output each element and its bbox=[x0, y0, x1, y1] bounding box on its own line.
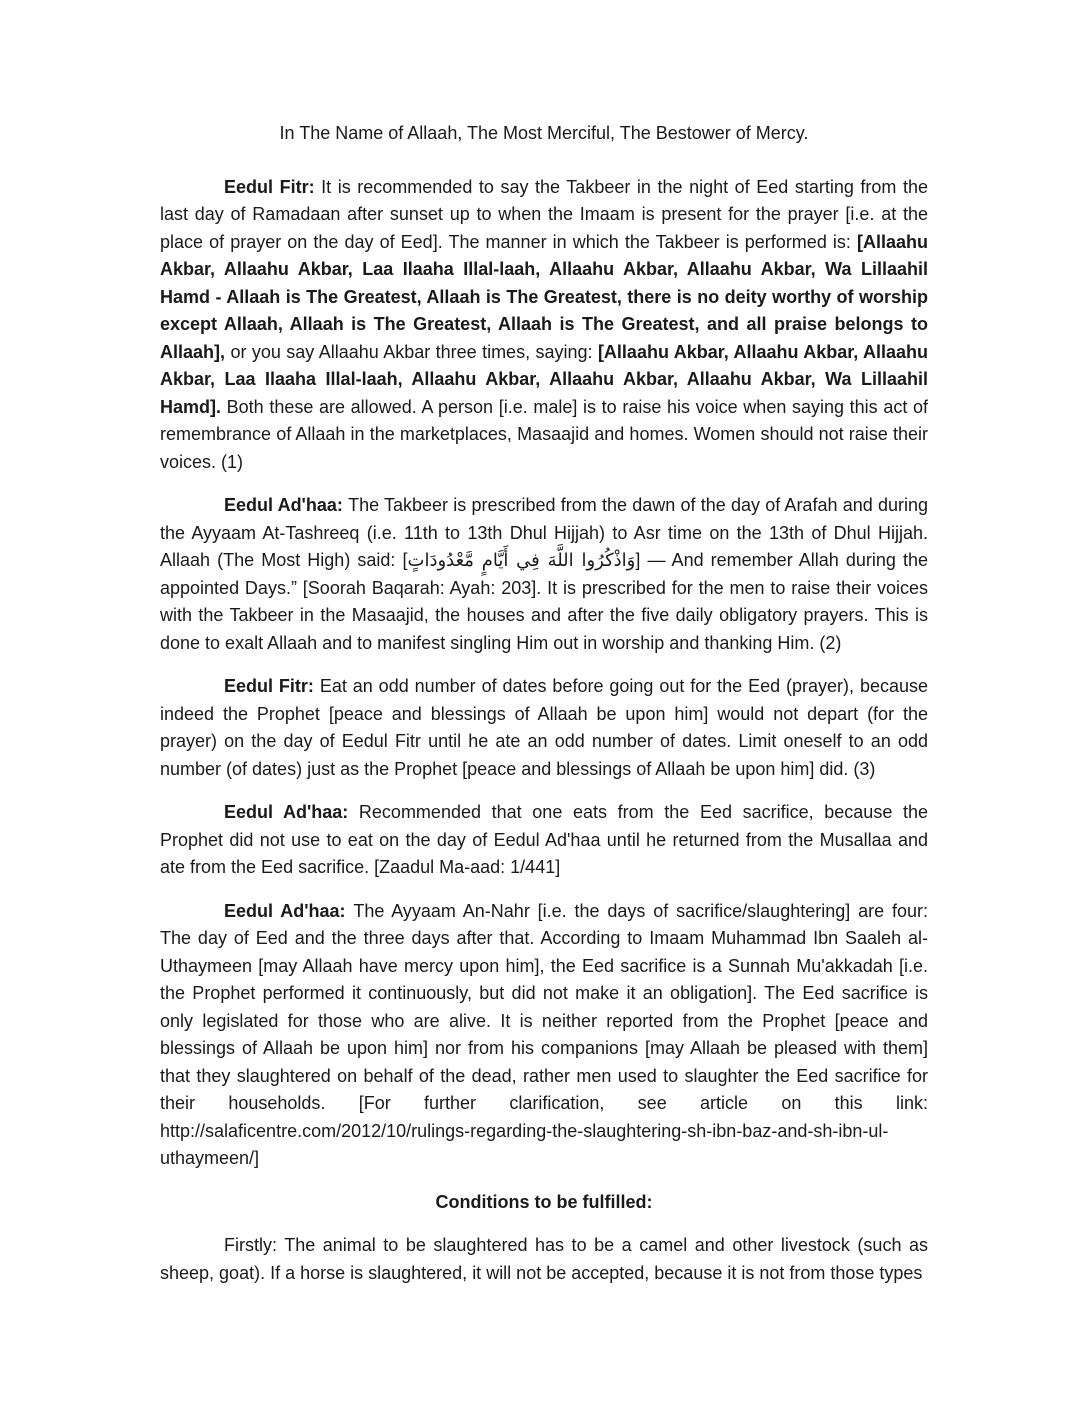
bold-text-run: Eedul Fitr: bbox=[224, 176, 322, 197]
section-heading bbox=[160, 1189, 928, 1217]
bold-text-run: Eedul Fitr: bbox=[224, 676, 320, 696]
quran-verse-arabic: وَاذْكُرُوا اللَّهَ فِي أَيَّامٍ مَّعْدُودَاتٍ bbox=[407, 550, 636, 571]
text-run: or you say Allaahu Akbar three times, saying: bbox=[230, 341, 598, 362]
bold-text-run: Eedul Ad'haa: bbox=[224, 495, 349, 515]
paragraph bbox=[160, 174, 928, 477]
document-body bbox=[160, 174, 928, 1288]
text-run: The Ayyaam An-Nahr [i.e. the days of sacrifice/slaughtering] are four: The day of Eed and the three days after that. According to Imaam Muhammad Ibn Saaleh al-Uthaymeen [may Allaah have mercy upon him], the Eed sacrifice is a Sunnah Mu'akkadah [i.e. the Prophet performed it continuously, but did not make it an obligation]. The Eed sacrifice is only legislated for those who are alive. It is neither reported from the Prophet [peace and blessings of Allaah be upon him] nor from his companions [may Allaah be pleased with them] that they slaughtered on behalf of the dead, rather men used to slaughter the Eed sacrifice for their households. [For further clarification, see article on this link: http://salaficentre.com/2012/10/rulings-regarding-the-slaughtering-sh-ibn-baz-and-sh-ibn-ul-uthaymeen/] bbox=[160, 900, 928, 1168]
document-title: In The Name of Allaah, The Most Merciful, The Bestower of Mercy. bbox=[279, 123, 809, 143]
bold-text-run: Eedul Ad'haa: bbox=[224, 802, 359, 822]
text-run: Eat an odd number of dates before going out for the Eed (prayer), because indeed the Prophet [peace and blessings of Allaah be upon him] would not depart (for the prayer) on the day of Eedul Fitr until he ate an odd number of dates. Limit oneself to an odd number (of dates) just as the Prophet [peace and blessings of Allaah be upon him] did. (3) bbox=[160, 676, 929, 779]
paragraph bbox=[160, 673, 928, 783]
bold-text-run: Eedul Ad'haa: bbox=[224, 900, 354, 921]
paragraph bbox=[160, 799, 928, 882]
text-run: Recommended that one eats from the Eed sacrifice, because the Prophet did not use to eat on the day of Eedul Ad'haa until he returned from the Musallaa and ate from the Eed sacrifice. [Zaadul Ma-aad: 1/441] bbox=[160, 802, 928, 877]
text-run: Both these are allowed. A person [i.e. male] is to raise his voice when saying this act of remembrance of Allaah in the marketplaces, Masaajid and homes. Women should not raise their voices. (1) bbox=[160, 396, 928, 472]
text-run: Firstly: The animal to be slaughtered has to be a camel and other livestock (such as sheep, goat). If a horse is slaughtered, it will not be accepted, because it is not from those types bbox=[160, 1235, 928, 1283]
bold-text-run: [Allaahu Akbar, Allaahu Akbar, Laa Ilaaha Illal-laah, Allaahu Akbar, Allaahu Akbar, Wa Lillaahil Hamd - Allaah is The Greatest, Allaah is The Greatest, there is no deity worthy of worship except Allaah, Allaah is The Greatest, Allaah is The Greatest, and all praise belongs to Allaah], bbox=[160, 231, 928, 362]
bold-text-run: [Allaahu Akbar, Allaahu Akbar, Allaahu Akbar, Laa Ilaaha Illal-laah, Allaahu Akbar, Allaahu Akbar, Allaahu Akbar, Wa Lillaahil Hamd]. bbox=[160, 341, 929, 417]
bold-text-run: Conditions to be fulfilled: bbox=[435, 1191, 653, 1212]
text-run: The Takbeer is prescribed from the dawn of the day of Arafah and during the Ayyaam At-Tashreeq (i.e. 11th to 13th Dhul Hijjah) to Asr time on the 13th of Dhul Hijjah. Allaah (The Most High) said: [ bbox=[160, 495, 928, 570]
text-run: It is recommended to say the Takbeer in the night of Eed starting from the last day of Ramadaan after sunset up to when the Imaam is present for the prayer [i.e. at the place of prayer on the day of Eed]. The manner in which the Takbeer is performed is: bbox=[160, 176, 929, 252]
paragraph bbox=[160, 492, 928, 657]
text-run: ] — And remember Allah during the appointed Days.” [Soorah Baqarah: Ayah: 203]. It is prescribed for the men to raise their voices with the Takbeer in the Masaajid, the houses and after the five daily obligatory prayers. This is done to exalt Allaah and to manifest singling Him out in worship and thanking Him. (2) bbox=[160, 550, 929, 653]
paragraph bbox=[160, 898, 928, 1173]
paragraph bbox=[160, 1232, 928, 1287]
